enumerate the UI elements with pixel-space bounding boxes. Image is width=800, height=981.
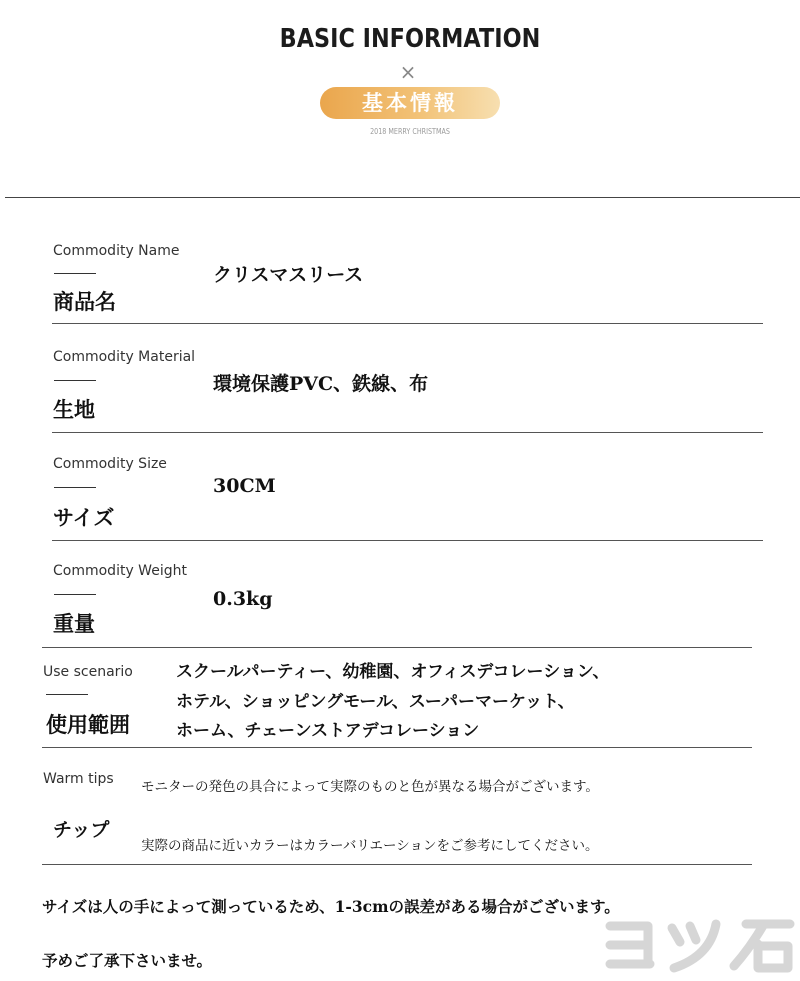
row-divider [52,540,763,541]
row-dash [46,694,88,695]
tips-line: 実際の商品に近いカラーはカラーバリエーションをご参考にしてください。 [141,838,599,854]
scenario-line: ホーム、チェーンストアデコレーション [176,721,480,741]
sub-caption: 2018 MERRY CHRISTMAS [370,127,450,136]
row-label-en: Commodity Name [53,243,180,259]
scenario-line: スクールパーティー、幼稚園、オフィスデコレーション、 [176,662,610,682]
tips-label-jp: チップ [53,819,110,841]
row-label-en: Commodity Material [53,349,196,365]
row-divider [42,864,752,865]
page-title: BASIC INFORMATION [279,24,541,54]
row-divider [52,432,763,433]
section-badge: 基本情報 [320,87,500,119]
row-label-jp: サイズ [53,505,115,530]
row-divider [42,647,752,648]
footer-note: 予めご了承下さいませ。 [42,951,213,970]
row-label-jp: 商品名 [53,289,116,314]
row-label-jp: 生地 [53,397,95,422]
row-value: 環境保護PVC、鉄線、布 [213,373,429,395]
row-divider [52,323,763,324]
row-dash [54,380,96,381]
header-divider [5,197,800,198]
tips-label-en: Warm tips [43,771,114,787]
row-dash [54,487,96,488]
row-dash [54,273,96,274]
row-label-en: Commodity Weight [53,563,187,579]
scenario-label-jp: 使用範囲 [46,712,130,737]
row-label-en: Commodity Size [53,456,167,472]
tips-line: モニターの発色の具合によって実際のものと色が異なる場合がございます。 [141,779,599,795]
row-dash [54,594,96,595]
row-label-jp: 重量 [53,611,95,636]
scenario-label-en: Use scenario [43,664,133,680]
row-divider [42,747,752,748]
cross-icon: × [399,60,417,84]
watermark-logo [598,912,798,978]
row-value: クリスマスリース [213,264,364,286]
scenario-line: ホテル、ショッピングモール、スーパーマーケット、 [176,692,575,712]
row-value: 0.3kg [213,588,273,610]
row-value: 30CM [213,475,276,497]
footer-note: サイズは人の手によって測っているため、1-3cmの誤差がある場合がございます。 [42,897,620,916]
